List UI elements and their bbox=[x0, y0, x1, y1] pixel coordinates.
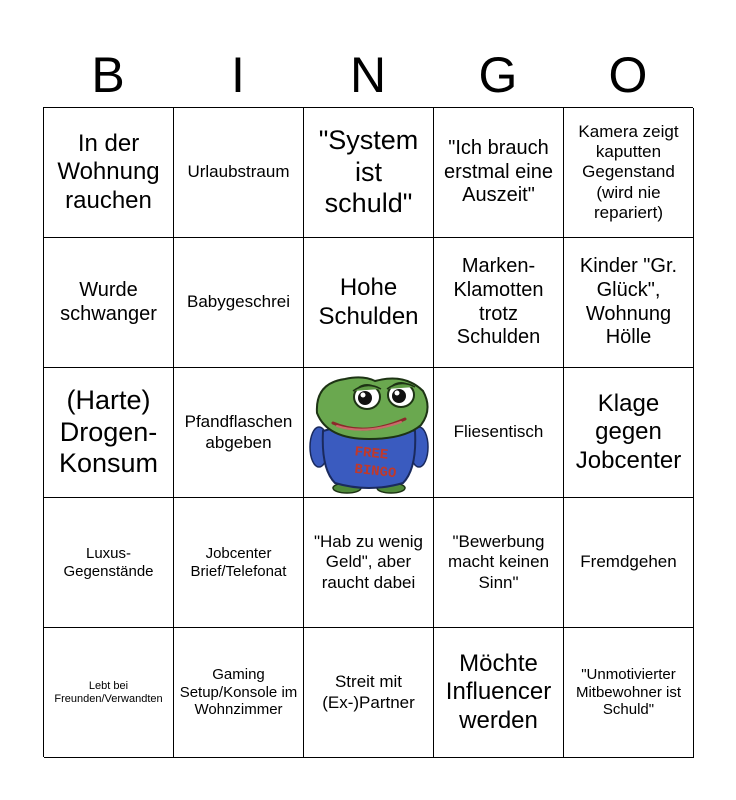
svg-text:BINGO: BINGO bbox=[353, 461, 397, 482]
bingo-cell[interactable] bbox=[304, 238, 434, 368]
bingo-cell[interactable] bbox=[434, 498, 564, 628]
bingo-cell[interactable] bbox=[564, 628, 694, 758]
cell-text: Kinder "Gr. Glück", Wohnung Hölle bbox=[579, 255, 678, 349]
bingo-cell[interactable] bbox=[434, 238, 564, 368]
cell-text: Fliesentisch bbox=[453, 422, 544, 442]
cell-text: Marken-Klamotten trotz Schulden bbox=[453, 255, 544, 349]
cell-text: "Ich brauch erstmal eine Auszeit" bbox=[444, 137, 553, 207]
bingo-cell[interactable] bbox=[174, 238, 304, 368]
frog-mascot-icon bbox=[305, 369, 433, 497]
cell-text: Hohe Schulden bbox=[318, 274, 419, 330]
bingo-header bbox=[43, 42, 693, 108]
bingo-cell[interactable] bbox=[304, 498, 434, 628]
bingo-cell[interactable] bbox=[44, 238, 174, 368]
bingo-cell[interactable] bbox=[564, 498, 694, 628]
cell-text: Wurde schwanger bbox=[60, 278, 157, 325]
cell-text: Pfandflaschen abgeben bbox=[184, 412, 293, 452]
bingo-cell[interactable] bbox=[564, 108, 694, 238]
cell-text: Lebt bei Freunden/Verwandten bbox=[54, 679, 163, 705]
cell-text: "System ist schuld" bbox=[318, 124, 419, 219]
cell-text: Fremdgehen bbox=[580, 552, 677, 572]
bingo-cell[interactable] bbox=[44, 368, 174, 498]
cell-text: Möchte Influencer werden bbox=[445, 650, 552, 734]
svg-text:FREE: FREE bbox=[353, 443, 389, 464]
header-letter-b: B bbox=[91, 47, 125, 103]
header-letter-g: G bbox=[478, 47, 518, 103]
bingo-grid bbox=[43, 107, 693, 757]
cell-text: (Harte) Drogen-Konsum bbox=[58, 384, 159, 479]
bingo-cell[interactable] bbox=[44, 628, 174, 758]
cell-text: Urlaubstraum bbox=[187, 162, 290, 182]
bingo-cell[interactable] bbox=[304, 628, 434, 758]
bingo-cell[interactable] bbox=[174, 108, 304, 238]
bingo-cell[interactable] bbox=[434, 628, 564, 758]
bingo-cell[interactable] bbox=[564, 368, 694, 498]
cell-text: Gaming Setup/Konsole im Wohnzimmer bbox=[179, 665, 298, 719]
bingo-cell[interactable] bbox=[434, 108, 564, 238]
cell-text: Klage gegen Jobcenter bbox=[575, 390, 682, 474]
bingo-cell[interactable] bbox=[564, 238, 694, 368]
bingo-cell[interactable] bbox=[174, 368, 304, 498]
cell-text: "Unmotivierter Mitbewohner ist Schuld" bbox=[575, 665, 682, 719]
cell-text: Kamera zeigt kaputten Gegenstand (wird nie repariert) bbox=[578, 122, 679, 222]
cell-text: Luxus-Gegenstände bbox=[63, 544, 154, 580]
bingo-cell[interactable] bbox=[44, 498, 174, 628]
cell-text: Babygeschrei bbox=[186, 292, 290, 312]
free-space-cell[interactable] bbox=[304, 368, 434, 498]
bingo-cell[interactable] bbox=[174, 628, 304, 758]
bingo-cell[interactable] bbox=[174, 498, 304, 628]
cell-text: "Hab zu wenig Geld", aber raucht dabei bbox=[313, 532, 424, 592]
cell-text: In der Wohnung rauchen bbox=[57, 130, 160, 214]
cell-text: "Bewerbung macht keinen Sinn" bbox=[447, 532, 550, 592]
bingo-cell[interactable] bbox=[434, 368, 564, 498]
header-letter-i: I bbox=[231, 47, 245, 103]
header-letter-n: N bbox=[349, 47, 387, 103]
header-letter-o: O bbox=[608, 47, 648, 103]
cell-text: Jobcenter Brief/Telefonat bbox=[190, 544, 287, 580]
cell-text: Streit mit (Ex-)Partner bbox=[322, 672, 415, 712]
bingo-cell[interactable] bbox=[304, 108, 434, 238]
bingo-cell[interactable] bbox=[44, 108, 174, 238]
